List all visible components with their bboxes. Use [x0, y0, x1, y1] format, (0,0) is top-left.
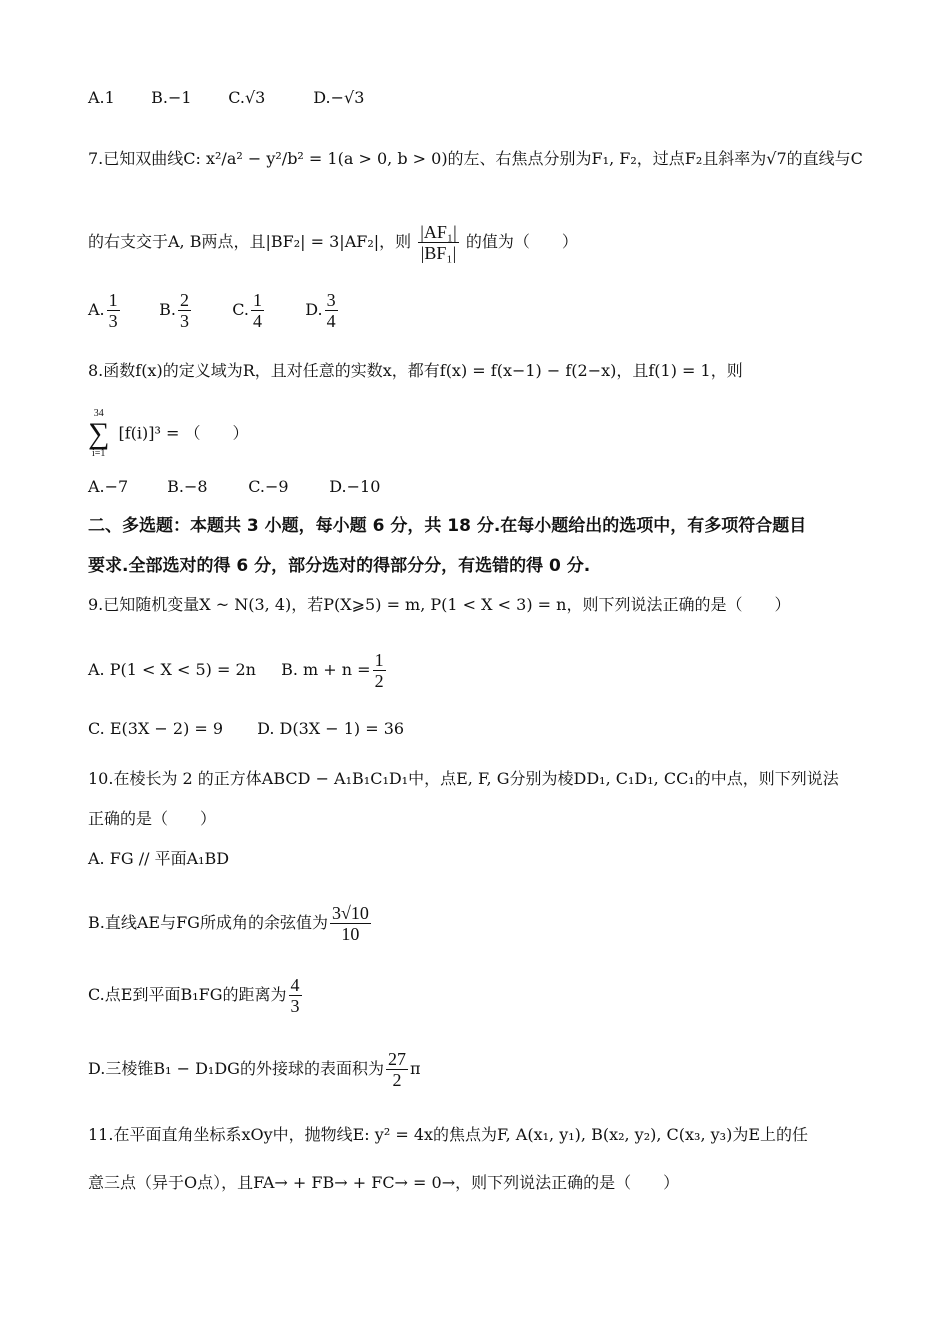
q7-ratio-fraction [418, 222, 459, 263]
q6-option-d: D.−√3 [313, 88, 365, 107]
q7-option-d-den: 4 [326, 311, 336, 331]
q7-option-a [88, 290, 154, 331]
q7-option-a-label: A. [88, 300, 105, 319]
q7-ratio-numerator: |AF₁| [420, 222, 457, 242]
q10-option-d-pi: π [409, 1059, 421, 1078]
q10-option-d-den: 2 [392, 1070, 402, 1090]
q9-option-b [281, 650, 387, 691]
q7-option-c-fraction [251, 290, 264, 331]
q9-options-cd [88, 718, 404, 740]
q7-option-b [159, 290, 227, 331]
q10-option-b-num: 3√10 [331, 903, 369, 923]
q8-option-a: A.−7 [88, 477, 129, 496]
q7-option-b-fraction [178, 290, 191, 331]
q7-option-a-num: 1 [108, 290, 118, 310]
q8-sigma [88, 408, 109, 460]
q6-option-a: A.1 [88, 88, 115, 107]
q8-sum-body: [f(i)]³ = （ ） [118, 423, 249, 443]
q9-option-b-num: 1 [374, 650, 384, 670]
q8-sum-lower: i=1 [91, 448, 106, 459]
q7-option-d-fraction [325, 290, 338, 331]
q10-option-c-num: 4 [290, 975, 300, 995]
q10-option-d-fraction [386, 1049, 408, 1090]
section2-heading-line2: 要求.全部选对的得 6 分，部分选对的得部分分，有选错的得 0 分. [88, 556, 591, 576]
q8-sum-upper: 34 [93, 408, 104, 419]
q11-stem-line1: 11.在平面直角坐标系xOy中，抛物线E: y² = 4x的焦点为F, A(x₁, y₁), B(x₂, y₂), C(x₃, y₃)为E上的任 [88, 1125, 809, 1144]
q10-option-a: A. FG // 平面A₁BD [88, 849, 230, 868]
q7-ratio-denominator: |BF₁| [420, 243, 457, 263]
q10-option-d [88, 1046, 420, 1092]
q10-option-d-num: 27 [387, 1049, 406, 1069]
sigma-icon: ∑ [88, 417, 110, 450]
q7-option-d-label: D. [305, 300, 323, 319]
q10-option-b-fraction [330, 903, 371, 944]
q8-option-d: D.−10 [329, 477, 381, 496]
q10-stem-line1: 10.在棱长为 2 的正方体ABCD − A₁B₁C₁D₁中，点E, F, G分别为棱DD₁, C₁D₁, CC₁的中点，则下列说法 [88, 769, 839, 788]
q7-option-c-label: C. [232, 300, 249, 319]
q9-stem: 9.已知随机变量X ~ N(3, 4)，若P(X⩾5) = m, P(1 < X < 3) = n，则下列说法正确的是（ ） [88, 595, 791, 614]
q7-stem-tail: 的值为（ ） [465, 232, 578, 251]
q6-options [88, 87, 364, 109]
q8-option-c: C.−9 [248, 477, 289, 496]
q10-stem-line2: 正确的是（ ） [88, 809, 217, 828]
q8-options [88, 476, 380, 498]
q9-option-b-den: 2 [374, 671, 384, 691]
q10-option-b [88, 900, 373, 946]
q10-option-c-fraction [289, 975, 302, 1016]
q10-option-b-den: 10 [341, 924, 360, 944]
q10-option-c [88, 972, 304, 1018]
section2-heading-line1: 二、多选题：本题共 3 小题，每小题 6 分，共 18 分.在每小题给出的选项中，有多项符合题目 [88, 516, 807, 536]
q7-option-d [305, 290, 339, 331]
q7-option-b-label: B. [159, 300, 176, 319]
q7-option-b-den: 3 [179, 311, 189, 331]
q7-options [88, 290, 340, 331]
q7-stem-line1: 7.已知双曲线C: x²/a² − y²/b² = 1(a > 0, b > 0)的左、右焦点分别为F₁, F₂，过点F₂且斜率为√7的直线与C [88, 149, 863, 168]
q8-stem-line1: 8.函数f(x)的定义域为R，且对任意的实数x，都有f(x) = f(x−1) − f(2−x)，且f(1) = 1，则 [88, 361, 743, 380]
q6-option-c: C.√3 [228, 88, 266, 107]
q9-option-b-text: B. m + n = [281, 660, 371, 679]
q7-stem-line2 [88, 222, 578, 263]
q10-option-c-den: 3 [290, 996, 300, 1016]
q7-option-c-num: 1 [252, 290, 262, 310]
q8-summation-line [88, 408, 249, 460]
q7-stem-text: 的右支交于A, B两点，且|BF₂| = 3|AF₂|，则 [88, 232, 412, 251]
q8-option-b: B.−8 [167, 477, 208, 496]
q9-option-a: A. P(1 < X < 5) = 2n [88, 660, 256, 679]
q10-option-c-text: C.点E到平面B₁FG的距离为 [88, 985, 287, 1004]
q7-option-d-num: 3 [326, 290, 336, 310]
q7-option-b-num: 2 [179, 290, 189, 310]
q7-option-c [232, 290, 300, 331]
q9-options-ab [88, 650, 388, 691]
q10-option-d-text: D.三棱锥B₁ − D₁DG的外接球的表面积为 [88, 1059, 384, 1078]
q9-option-b-fraction [373, 650, 386, 691]
q6-option-b: B.−1 [151, 88, 192, 107]
q7-option-a-fraction [107, 290, 120, 331]
q11-stem-line2: 意三点（异于O点），且FA→ + FB→ + FC→ = 0→，则下列说法正确的是（ ） [88, 1173, 680, 1192]
q9-option-d: D. D(3X − 1) = 36 [257, 719, 405, 738]
q7-option-c-den: 4 [252, 311, 262, 331]
q9-option-c: C. E(3X − 2) = 9 [88, 719, 224, 738]
q7-option-a-den: 3 [108, 311, 118, 331]
q10-option-b-text: B.直线AE与FG所成角的余弦值为 [88, 913, 328, 932]
